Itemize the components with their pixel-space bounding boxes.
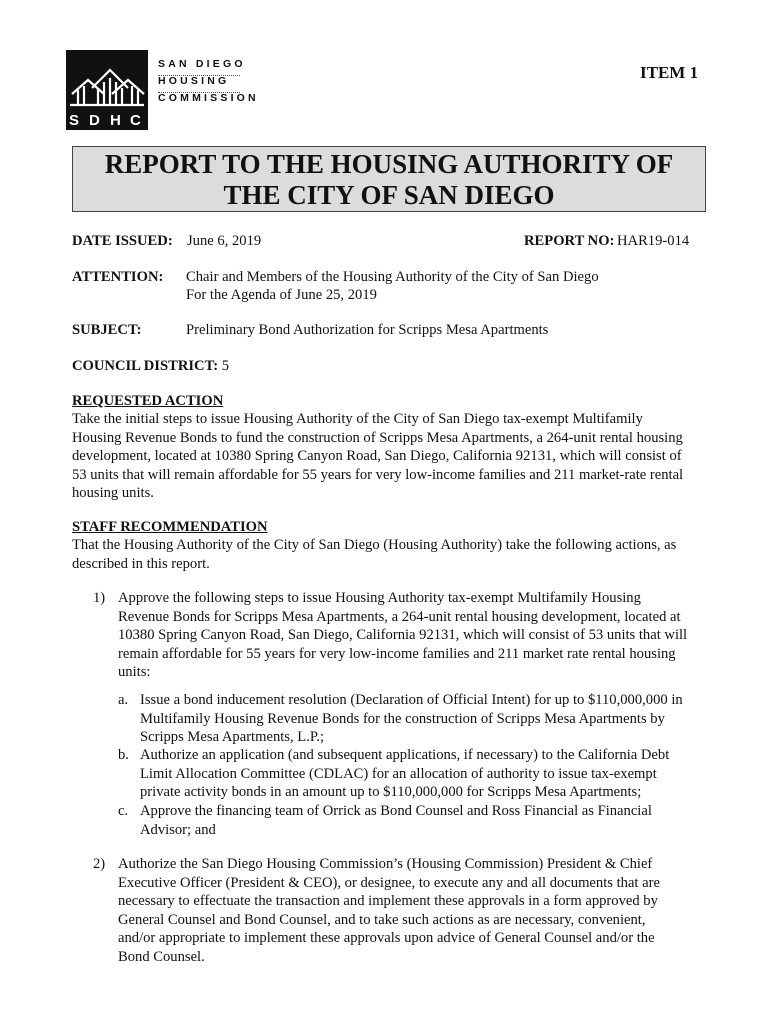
paragraph-line: Take the initial steps to issue Housing Authority of the City of San Diego tax-exempt Multifamily <box>72 411 643 427</box>
paragraph-line: housing units. <box>72 485 154 501</box>
paragraph-line: private activity bonds in an amount up to $110,000,000 for Scripps Mesa Apartments; <box>140 784 642 800</box>
subject-label: SUBJECT: <box>72 322 142 338</box>
council-district-label: COUNCIL DISTRICT: <box>72 358 219 374</box>
list-item-number: 2) <box>93 856 106 872</box>
staff-recommendation-body <box>72 536 676 573</box>
council-district <box>72 357 229 375</box>
paragraph-line: described in this report. <box>72 555 210 572</box>
logo-line-commission: COMMISSION <box>158 92 259 104</box>
svg-text:C: C <box>130 112 141 129</box>
requested-action-body <box>72 410 683 503</box>
paragraph-line: and/or appropriate to implement these approvals upon advice of General Counsel and/or the <box>118 930 655 946</box>
item-number: ITEM 1 <box>640 63 699 82</box>
paragraph-line: development, located at 10380 Spring Canyon Road, San Diego, California 92131, which will consist of <box>72 448 682 464</box>
paragraph-line: Approve the financing team of Orrick as Bond Counsel and Ross Financial as Financial <box>140 803 652 819</box>
paragraph-line: General Counsel and Bond Counsel, and to take such actions as are necessary, convenient, <box>118 911 646 928</box>
paragraph-line: Scripps Mesa Apartments, L.P.; <box>140 729 325 745</box>
paragraph-line: Limit Allocation Committee (CDLAC) for an allocation of authority to issue tax-exempt <box>140 765 657 782</box>
paragraph-line: Multifamily Housing Revenue Bonds for the construction of Scripps Mesa Apartments by <box>140 710 665 727</box>
paragraph-line: Authorize an application (and subsequent applications, if necessary) to the California Debt <box>140 747 670 763</box>
sub-item-letter: a. <box>118 692 129 708</box>
date-issued-label: DATE ISSUED: <box>72 233 173 249</box>
paragraph-line: units: <box>118 664 151 680</box>
list-item-number: 1) <box>93 590 106 606</box>
paragraph-line: Revenue Bonds for Scripps Mesa Apartments, a 264-unit rental housing development, located at <box>118 608 681 625</box>
list-item-2-body <box>118 855 660 966</box>
svg-text:S: S <box>69 112 80 129</box>
paragraph-line: Authorize the San Diego Housing Commission’s (Housing Commission) President & Chief <box>118 856 653 872</box>
svg-text:H: H <box>110 112 121 129</box>
sub-item-a-body <box>140 691 683 747</box>
paragraph-line: Advisor; and <box>140 821 216 838</box>
council-district-value: 5 <box>221 358 230 374</box>
sub-item-c-body <box>140 802 652 839</box>
list-item-1-body <box>118 589 687 682</box>
requested-action-heading: REQUESTED ACTION <box>72 393 224 409</box>
report-title-line-1: REPORT TO THE HOUSING AUTHORITY OF <box>104 149 674 179</box>
paragraph-line: necessary to effectuate the transaction and implement these approvals in a form approved by <box>118 893 658 909</box>
logo-wordmark <box>158 56 259 107</box>
paragraph-line: Bond Counsel. <box>118 948 205 965</box>
paragraph-line: Approve the following steps to issue Housing Authority tax-exempt Multifamily Housing <box>118 590 641 606</box>
logo-divider <box>158 75 240 76</box>
house-logo-icon <box>66 50 148 130</box>
sdhc-logo <box>66 50 259 130</box>
report-no-label: REPORT NO: <box>524 233 615 249</box>
sub-item-b-body <box>140 746 669 802</box>
paragraph-line: Executive Officer (President & CEO), or designee, to execute any and all documents that are <box>118 874 660 891</box>
report-title-box <box>72 146 706 212</box>
paragraph-line: Issue a bond inducement resolution (Declaration of Official Intent) for up to $110,000,000 in <box>140 692 683 708</box>
staff-recommendation-heading: STAFF RECOMMENDATION <box>72 519 268 535</box>
paragraph-line: remain affordable for 55 years for very low-income families and 211 market rate rental housing <box>118 645 676 662</box>
report-no-value: HAR19-014 <box>617 233 690 249</box>
logo-divider <box>158 92 240 93</box>
logo-line-san-diego: SAN DIEGO <box>158 58 246 70</box>
svg-text:D: D <box>89 112 100 129</box>
sub-item-letter: b. <box>118 747 129 763</box>
logo-line-housing: HOUSING <box>158 75 230 87</box>
sub-item-letter: c. <box>118 803 129 819</box>
attention-line-2: For the Agenda of June 25, 2019 <box>186 287 377 303</box>
paragraph-line: 53 units that will remain affordable for 55 years for very low-income families and 211 market-rate rental <box>72 466 684 483</box>
attention-line-1: Chair and Members of the Housing Authority of the City of San Diego <box>186 269 599 285</box>
attention-label: ATTENTION: <box>72 269 164 285</box>
paragraph-line: Housing Revenue Bonds to fund the construction of Scripps Mesa Apartments, a 264-unit rental housing <box>72 429 683 446</box>
paragraph-line: 10380 Spring Canyon Road, San Diego, California 92131, which will consist of 53 units that will <box>118 627 688 643</box>
subject-value: Preliminary Bond Authorization for Scripps Mesa Apartments <box>186 322 549 338</box>
report-title-line-2: THE CITY OF SAN DIEGO <box>223 180 555 210</box>
paragraph-line: That the Housing Authority of the City of San Diego (Housing Authority) take the following actions, as <box>72 537 677 553</box>
date-issued-value: June 6, 2019 <box>187 233 262 249</box>
